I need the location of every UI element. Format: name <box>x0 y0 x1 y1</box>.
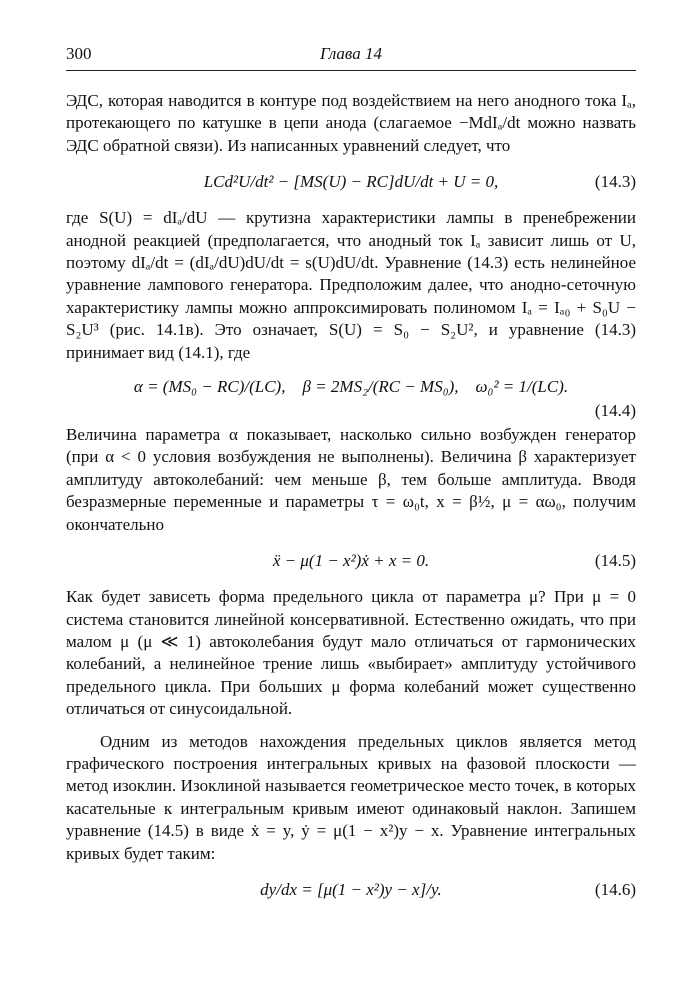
page-body <box>66 90 636 915</box>
equation-14-5 <box>66 536 636 586</box>
equation-expression: LCd²U/dt² − [MS(U) − RC]dU/dt + U = 0, <box>203 172 499 192</box>
equation-number: (14.3) <box>594 172 636 192</box>
paragraph-1: ЭДС, которая наводится в контуре под воздействием на него анодного тока Iₐ, протекающего по катушке в цепи анода (слагаемое −MdIₐ/dt можно назвать ЭДС обратной связи). Из написанных уравнений следует, что <box>66 91 636 155</box>
paragraph-2: где S(U) = dIₐ/dU — крутизна характеристики лампы в пренебрежении анодной реакцией (предполагается, что анодный ток Iₐ зависит лишь от U, поэтому dIₐ/dt = (dIₐ/dU)dU/dt = s(U)dU/dt. Уравнение (14.3) есть нелинейное уравнение лампового генератора. Предположим далее, что анодно-сеточную характеристику лампы можно аппроксимировать полиномом Iₐ = Iₐ₀ + S₀U − S₂U³ (рис. 14.1в). Это означает, S(U) = S₀ − S₂U², и уравнение (14.3) принимает вид (14.1), где <box>66 208 636 362</box>
paragraph-3: Величина параметра α показывает, насколько сильно возбужден генератор (при α < 0 условия возбуждения не выполнены). Величина β характеризует амплитуду автоколебаний: чем меньше β, тем больше амплитуда. Вводя безразмерные переменные и параметры τ = ω₀t, x = β½, μ = αω₀, получим окончательно <box>66 425 636 534</box>
equation-expression: dy/dx = [μ(1 − x²)y − x]/y. <box>260 879 442 899</box>
paragraph-4: Как будет зависеть форма предельного цикла от параметра μ? При μ = 0 система становится линейной консервативной. Естественно ожидать, что при малом μ (μ ≪ 1) автоколебания будут мало отличаться от гармонических колебаний, а нелинейное трение лишь «выбирает» амплитуду устойчивого предельного цикла. При больших μ форма колебаний может существенно отличаться от синусоидальной. <box>66 587 636 719</box>
page-number: 300 <box>66 44 92 63</box>
equation-expression: ẍ − μ(1 − x²)ẋ + x = 0. <box>272 551 430 571</box>
equation-expression: α = (MS₀ − RC)/(LC), β = 2MS₂/(RC − MS₀), ω₀² = 1/(LC). <box>133 377 569 397</box>
chapter-title: Глава 14 <box>320 44 382 63</box>
equation-number: (14.4) <box>594 401 636 421</box>
equation-14-3 <box>66 157 636 207</box>
paragraph-5: Одним из методов нахождения предельных циклов является метод графического построения интегральных кривых на фазовой плоскости — метод изоклин. Изоклиной называется геометрическое место точек, в которых касательные к интегральным кривым имеют одинаковый наклон. Запишем уравнение (14.5) в виде ẋ = y, ẏ = μ(1 − x²)y − x. Уравнение интегральных кривых будет таким: <box>66 731 636 863</box>
equation-14-6 <box>66 865 636 915</box>
equation-14-4 <box>66 364 636 424</box>
equation-number: (14.5) <box>594 551 636 571</box>
running-header <box>66 44 636 70</box>
header-rule <box>66 70 636 71</box>
equation-number: (14.6) <box>594 879 636 899</box>
